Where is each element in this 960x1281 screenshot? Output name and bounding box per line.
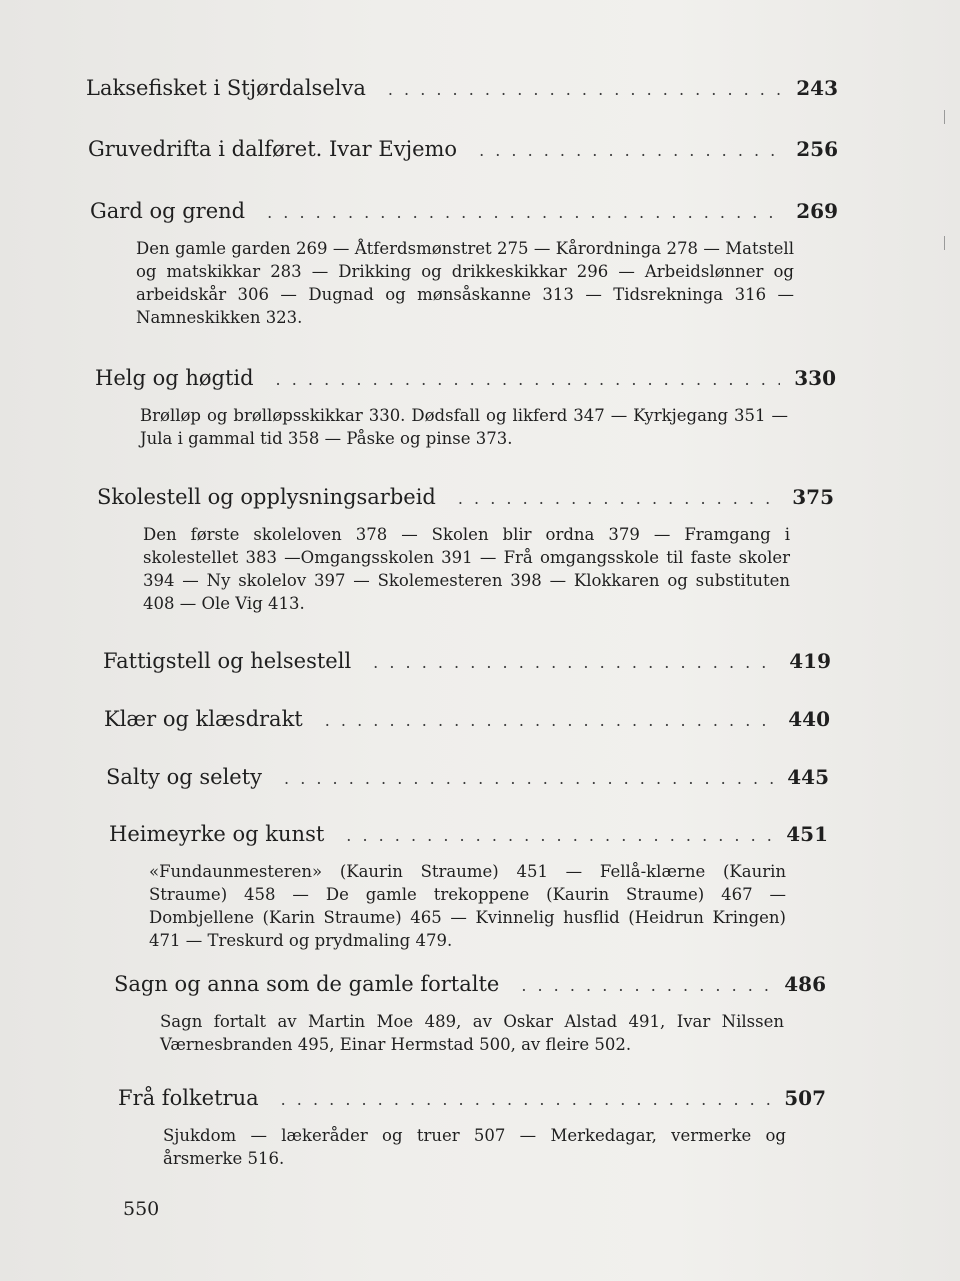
toc-entry (118, 1086, 826, 1170)
margin-mark (944, 110, 945, 124)
margin-mark (944, 236, 945, 250)
entry-title: Heimeyrke og kunst (109, 822, 325, 846)
dot-leader (284, 769, 773, 788)
entry-title: Frå folketrua (118, 1086, 259, 1110)
entry-page-number: 451 (786, 822, 828, 846)
entry-page-number: 256 (796, 137, 838, 161)
entry-title: Klær og klæsdrakt (104, 707, 303, 731)
entry-page-number: 419 (789, 649, 831, 673)
dot-leader (325, 711, 775, 730)
entry-subsections: Brølløp og brølløpsskikkar 330. Dødsfall og likferd 347 — Kyrkjegang 351 — Jula i gammal tid 358 — Påske og pinse 373. (140, 406, 788, 448)
entry-page-number: 243 (796, 76, 838, 100)
entry-subsections: Den gamle garden 269 — Åtferdsmønstret 275 — Kårordninga 278 — Matstell og matskikkar 283 — Drikking og drikkeskikkar 296 — Arbeidslønner og arbeidskår 306 — Dugnad og mønsåskanne 313 — Tidsrekninga 316 — Namneskikken 323. (136, 239, 794, 327)
entry-subsections: Den første skoleloven 378 — Skolen blir ordna 379 — Framgang i skolestellet 383 —Omgangsskolen 391 — Frå omgangsskole til faste skoler 394 — Ny skolelov 397 — Skolemesteren 398 — Klokkaren og substituten 408 — Ole Vig 413. (143, 525, 790, 613)
entry-page-number: 507 (784, 1086, 826, 1110)
entry-page-number: 445 (787, 765, 829, 789)
entry-title: Skolestell og opplysningsarbeid (97, 485, 436, 509)
toc-entry (106, 765, 829, 789)
dot-leader (479, 141, 782, 160)
entry-subsections: Sagn fortalt av Martin Moe 489, av Oskar Alstad 491, Ivar Nilssen Værnesbranden 495, Einar Hermstad 500, av fleire 502. (160, 1012, 784, 1054)
dot-leader (267, 203, 782, 222)
entry-subsections: Sjukdom — lækeråder og truer 507 — Merkedagar, vermerke og årsmerke 516. (163, 1126, 786, 1168)
entry-title: Sagn og anna som de gamle fortalte (114, 972, 500, 996)
entry-title: Salty og selety (106, 765, 263, 789)
toc-entry (109, 822, 828, 952)
entry-title: Fattigstell og helsestell (103, 649, 352, 673)
entry-page-number: 486 (784, 972, 826, 996)
folio-page-number: 550 (123, 1198, 160, 1220)
dot-leader (458, 489, 778, 508)
toc-entry (114, 972, 826, 1056)
entry-title: Laksefisket i Stjørdalselva (86, 76, 366, 100)
dot-leader (373, 653, 775, 672)
entry-page-number: 440 (788, 707, 830, 731)
toc-entry (95, 366, 836, 450)
toc-entry (104, 707, 830, 731)
entry-title: Helg og høgtid (95, 366, 254, 390)
toc-entry (90, 199, 838, 329)
entry-page-number: 330 (794, 366, 836, 390)
toc-entry (88, 137, 838, 161)
entry-title: Gruvedrifta i dalføret. Ivar Evjemo (88, 137, 458, 161)
dot-leader (276, 370, 781, 389)
dot-leader (346, 826, 772, 845)
entry-page-number: 375 (792, 485, 834, 509)
toc-entry (97, 485, 834, 615)
dot-leader (281, 1090, 771, 1109)
entry-subsections: «Fundaunmesteren» (Kaurin Straume) 451 — Fellå-klærne (Kaurin Straume) 458 — De gamle trekoppene (Kaurin Straume) 467 — Dombjellene (Karin Straume) 465 — Kvinnelig husflid (Heidrun Kringen) 471 — Treskurd og prydmaling 479. (149, 862, 786, 950)
entry-page-number: 269 (796, 199, 838, 223)
dot-leader (521, 976, 770, 995)
toc-entry (103, 649, 831, 673)
dot-leader (388, 80, 782, 99)
entry-title: Gard og grend (90, 199, 246, 223)
toc-entry (86, 76, 838, 100)
